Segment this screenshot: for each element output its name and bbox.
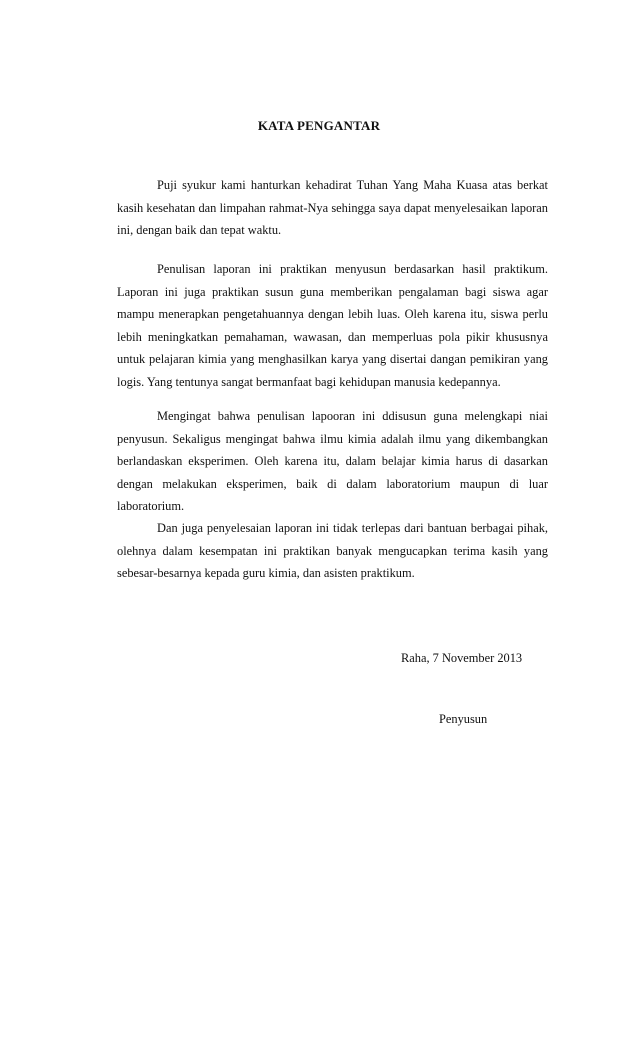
author-signature: Penyusun (439, 712, 488, 726)
paragraph-gratitude: Puji syukur kami hanturkan kehadirat Tuhan Yang Maha Kuasa atas berkat kasih kesehatan dan limpahan rahmat-Nya sehingga saya dapat menyelesaikan laporan ini, dengan baik dan tepat waktu. (117, 178, 548, 237)
page-title: KATA PENGANTAR (257, 118, 381, 133)
paragraph-purpose: Penulisan laporan ini praktikan menyusun berdasarkan hasil praktikum. Laporan ini juga praktikan susun guna memberikan pengalaman bagi siswa agar mampu menerapkan pengetahuannya dengan lebih luas. Oleh karena itu, siswa perlu lebih meningkatkan pemahaman, wawasan, dan memperluas pola pikir khususnya untuk pelajaran kimia yang menghasilkan karya yang disertai dangan pemikiran yang logis. Yang tentunya sangat bermanfaat bagi kehidupan manusia kedepannya. (117, 262, 548, 389)
paragraph-thanks: Dan juga penyelesaian laporan ini tidak terlepas dari bantuan berbagai pihak, olehnya dalam kesempatan ini praktikan banyak mengucapkan terima kasih yang sebesar-besarnya kepada guru kimia, dan asisten praktikum. (117, 521, 548, 580)
paragraph-experiment: Mengingat bahwa penulisan lapooran ini ddisusun guna melengkapi niai penyusun. Sekaligus mengingat bahwa ilmu kimia adalah ilmu yang dikembangkan berlandaskan eksperimen. Oleh karena itu, dalam belajar kimia harus di dasarkan dengan melakukan eksperimen, baik di dalam laboratorium maupun di luar laboratorium. (117, 409, 548, 513)
place-date: Raha, 7 November 2013 (401, 651, 523, 665)
